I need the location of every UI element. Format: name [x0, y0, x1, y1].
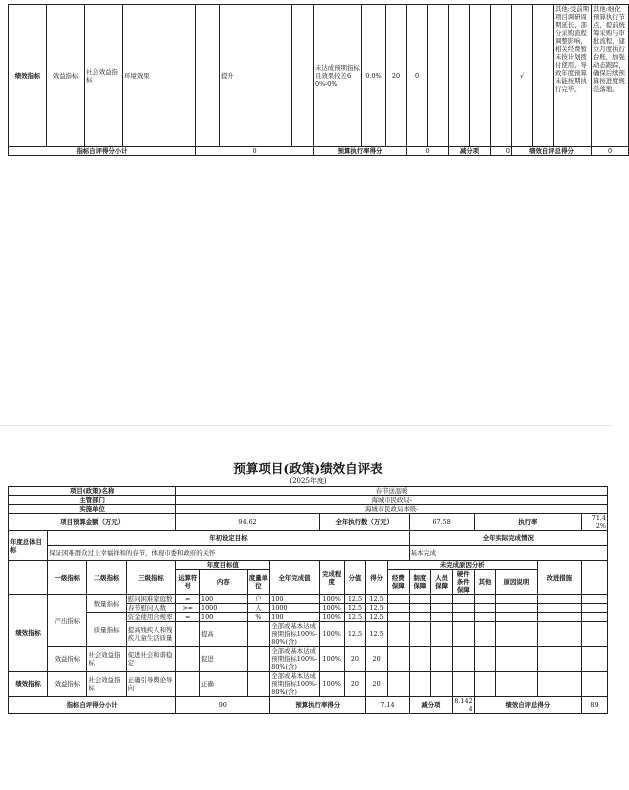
unit [247, 622, 270, 647]
lvl1-header: 一级指标 [48, 561, 87, 595]
content-cell: 提升 [220, 5, 292, 147]
total-value: 89 [581, 697, 607, 714]
unit: 海城市民政局本级- [176, 505, 608, 514]
qty-indicator-cell: 数量指标 [87, 595, 126, 613]
total-label: 绩效自评总得分 [474, 697, 581, 714]
dept-row [9, 496, 608, 505]
benefit-indicator-cell: 效益指标 [48, 672, 87, 697]
content: 提高 [200, 622, 248, 647]
operator-cell [196, 5, 220, 147]
degree-cell: 0.0% [362, 5, 386, 147]
rate: 71.42% [581, 514, 607, 531]
measure-cell: 其他:细化预算执行节点，提前统筹采购与审批流程，建立月度执行台账，加强动态跟踪，确保后续预算按进度规范落地。 [592, 5, 629, 147]
indicator-name: 慰问困难家庭数 [126, 595, 176, 604]
a1-header: 经费保障 [387, 570, 409, 595]
content-header: 内容 [200, 570, 248, 595]
deduct-label: 减分项 [409, 697, 452, 714]
a3-header: 人员保障 [431, 570, 453, 595]
check-cell: √ [512, 5, 533, 147]
reason-cell: 其他:受前期项目调研周期延长、部分采购流程调整影响，相关经费暂未按计划拨付使用，导致年度预算未能按期执行完毕。 [554, 5, 592, 147]
operator [176, 622, 200, 647]
content: 1000 [200, 604, 248, 613]
project-name: 春节送温暖 [176, 487, 608, 496]
unit-label: 实施单位 [9, 505, 176, 514]
social-benefit-cell: 社会效益指标 [85, 5, 123, 147]
operator [176, 672, 200, 697]
total-label: 绩效自评总得分 [512, 147, 592, 156]
footer-row [9, 697, 608, 714]
unit-row [9, 505, 608, 514]
goal-actual: 基本完成 [409, 546, 607, 561]
value: 12.5 [344, 604, 366, 613]
unit-cell [292, 5, 314, 147]
degree: 100% [319, 613, 344, 622]
table-row [9, 672, 608, 697]
project-name-label: 项目(政策)名称 [9, 487, 176, 496]
table-row [9, 647, 608, 672]
goal-row [9, 546, 608, 561]
budget: 94.62 [176, 514, 320, 531]
a5-header: 其他 [474, 570, 496, 595]
value: 20 [344, 647, 366, 672]
indicator-name: 正确引导舆论导向 [126, 672, 176, 697]
a4-header: 硬件条件保障 [452, 570, 474, 595]
lvl3-header: 三级指标 [126, 561, 176, 595]
content: 促进 [200, 647, 248, 672]
unit: 户 [247, 595, 270, 604]
degree-header: 完成程度 [319, 561, 344, 595]
score: 12.5 [366, 604, 388, 613]
deduct-label: 减分项 [449, 147, 491, 156]
indicator-name: 提高残疾人和残疾儿童生活质量 [126, 622, 176, 647]
goal-label: 年度总体目标 [9, 531, 48, 561]
degree: 100% [319, 604, 344, 613]
page-title: 预算项目(政策)绩效自评表 [233, 461, 383, 476]
total-value: 0 [592, 147, 629, 156]
completion: 100 [270, 595, 320, 604]
unit [247, 647, 270, 672]
degree: 100% [319, 672, 344, 697]
table-row [9, 595, 608, 604]
score-header: 得分 [366, 561, 388, 595]
value: 12.5 [344, 595, 366, 604]
indicator-name: 资金使用合规率 [126, 613, 176, 622]
rate-label: 执行率 [474, 514, 581, 531]
page-divider [0, 425, 613, 426]
unit [247, 672, 270, 697]
subtotal-label: 指标自评得分小计 [9, 147, 196, 156]
measure-header: 改进措施 [537, 561, 581, 595]
op-header: 运算符号 [176, 570, 200, 595]
table-row [9, 5, 629, 147]
goal-actual-label: 全年实际完成情况 [409, 531, 607, 546]
header-row-1 [9, 561, 608, 570]
evaluation-table [8, 486, 608, 714]
completion: 1000 [270, 604, 320, 613]
output-indicator-cell: 产出指标 [48, 595, 87, 647]
table-row [9, 613, 608, 622]
exec-label: 全年执行数（万元） [319, 514, 409, 531]
goal-header-row [9, 531, 608, 546]
deduct-value: 8.1424 [454, 697, 473, 713]
degree: 100% [319, 622, 344, 647]
goal-set: 保证困难群众过上幸福祥和的春节，体现市委和政府的关怀 [48, 546, 409, 561]
budget-score-value: 0 [407, 147, 449, 156]
social-indicator-cell: 社会效益指标 [87, 647, 126, 672]
social-indicator-cell: 社会效益指标 [87, 672, 126, 697]
top-table [8, 4, 629, 156]
completion: 全部或基本达成预期指标100%-80%(含) [270, 622, 320, 647]
budget-score-label: 预算执行率得分 [314, 147, 407, 156]
footer-row [9, 147, 629, 156]
lvl2-header: 二级指标 [87, 561, 126, 595]
score-cell: 0 [407, 5, 428, 147]
score: 12.5 [366, 595, 388, 604]
completion: 全部或基本达成预期指标100%-80%(含) [270, 647, 320, 672]
project-name-row [9, 487, 608, 496]
indicator-name: 春节慰问人数 [126, 604, 176, 613]
dept: 海城市民政局- [176, 496, 608, 505]
completion-header: 全年完成值 [270, 561, 320, 595]
budget-label: 项目预算金额（万元） [9, 514, 176, 531]
unit-header: 度量单位 [247, 570, 270, 595]
operator: >= [176, 604, 200, 613]
score: 12.5 [366, 622, 388, 647]
value-cell: 20 [386, 5, 407, 147]
indicator-name-cell: 环境效果 [123, 5, 196, 147]
completion: 全部或基本达成预期指标100%-80%(含) [270, 672, 320, 697]
score: 12.5 [366, 613, 388, 622]
budget-score-label: 预算执行率得分 [270, 697, 366, 714]
score: 20 [366, 647, 388, 672]
value: 20 [344, 672, 366, 697]
unit: % [247, 613, 270, 622]
deduct-value: 0 [491, 147, 512, 156]
degree: 100% [319, 595, 344, 604]
value-header: 分值 [344, 561, 366, 595]
budget-score-value: 7.14 [366, 697, 409, 714]
value: 12.5 [344, 622, 366, 647]
goal-set-label: 年初设定目标 [48, 531, 409, 546]
score: 20 [366, 672, 388, 697]
subtotal-value: 90 [176, 697, 270, 714]
a6-header: 原因说明 [496, 570, 537, 595]
completion-cell: 未达成预期指标且效果较差60%-0% [314, 5, 362, 147]
quality-indicator-cell: 质量指标 [87, 613, 126, 647]
content: 100 [200, 613, 248, 622]
subtotal-value: 0 [196, 147, 314, 156]
page-year: (2025年度) [289, 477, 327, 485]
perf-indicator-cell: 绩效指标 [9, 672, 48, 697]
benefit-indicator-cell: 效益指标 [47, 5, 85, 147]
completion: 100 [270, 613, 320, 622]
dept-label: 主管部门 [9, 496, 176, 505]
operator: = [176, 613, 200, 622]
subtotal-label: 指标自评得分小计 [9, 697, 176, 714]
indicator-name: 促进社会和谐稳定 [126, 647, 176, 672]
exec: 67.58 [409, 514, 474, 531]
perf-indicator-cell: 绩效指标 [9, 595, 48, 672]
target-header: 年度目标值 [176, 561, 270, 570]
perf-indicator-cell: 绩效指标 [9, 5, 47, 147]
degree: 100% [319, 647, 344, 672]
unit: 人 [247, 604, 270, 613]
operator: = [176, 595, 200, 604]
analysis-header: 未完成原因分析 [387, 561, 537, 570]
budget-row [9, 514, 608, 531]
a2-header: 制度保障 [409, 570, 431, 595]
content: 正确 [200, 672, 248, 697]
value: 12.5 [344, 613, 366, 622]
benefit-indicator-cell: 效益指标 [48, 647, 87, 672]
content: 100 [200, 595, 248, 604]
operator [176, 647, 200, 672]
